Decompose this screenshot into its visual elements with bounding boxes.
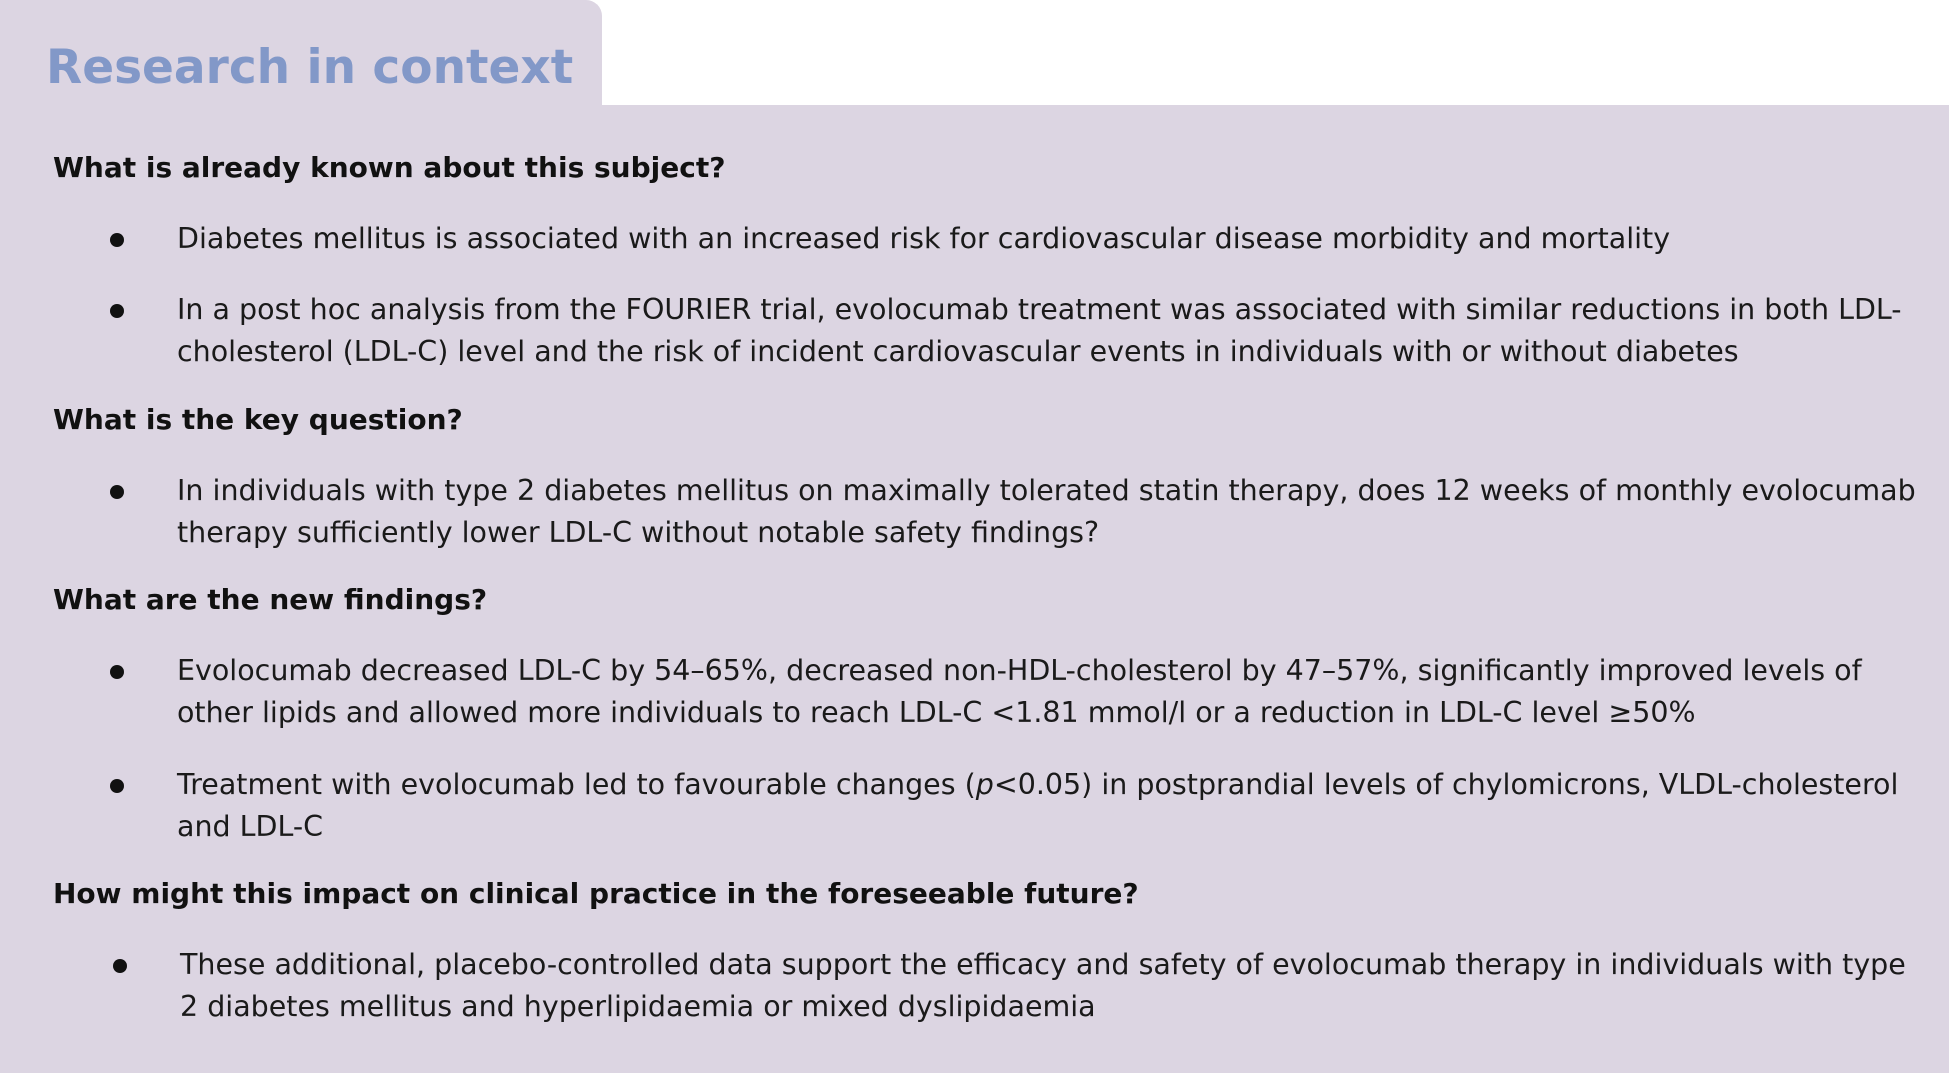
bullet-dot-icon bbox=[110, 665, 124, 679]
bullet-dot-icon bbox=[110, 233, 124, 247]
section-heading: What is the key question? bbox=[53, 403, 463, 436]
bullet-dot-icon bbox=[110, 304, 124, 318]
section-heading: What are the new findings? bbox=[53, 583, 488, 616]
section-heading: How might this impact on clinical practice in the foreseeable future? bbox=[53, 877, 1139, 910]
bullet-text: Diabetes mellitus is associated with an increased risk for cardiovascular disease morbidity and mortality bbox=[177, 222, 1671, 255]
box-title: Research in context bbox=[46, 40, 574, 95]
section-heading: What is already known about this subject? bbox=[53, 151, 726, 184]
bullet-text-part: <0.05) in postprandial levels of chylomicrons, VLDL-cholesterol and LDL-C bbox=[177, 768, 1899, 843]
bullet-text-part: Treatment with evolocumab led to favourable changes ( bbox=[177, 768, 976, 801]
bullet-dot-icon bbox=[110, 485, 124, 499]
bullet-text: In individuals with type 2 diabetes mellitus on maximally tolerated statin therapy, does 12 weeks of monthly evolocumab therapy sufficiently lower LDL-C without notable safety findings? bbox=[177, 474, 1916, 549]
bullet-text: Evolocumab decreased LDL-C by 54–65%, decreased non-HDL-cholesterol by 47–57%, significantly improved levels of other lipids and allowed more individuals to reach LDL-C <1.81 mmol/l or a reduction in LDL-C level ≥50% bbox=[177, 654, 1862, 729]
bullet-text: These additional, placebo-controlled data support the efficacy and safety of evolocumab therapy in individuals with type 2 diabetes mellitus and hyperlipidaemia or mixed dyslipidaemia bbox=[180, 948, 1906, 1023]
bullet-dot-icon bbox=[110, 779, 124, 793]
bullet-text: In a post hoc analysis from the FOURIER trial, evolocumab treatment was associated with similar reductions in both LDL-cholesterol (LDL-C) level and the risk of incident cardiovascular events in individuals with or without diabetes bbox=[177, 293, 1902, 368]
p-value-symbol: p bbox=[975, 768, 994, 801]
bullet-dot-icon bbox=[113, 959, 127, 973]
bullet-text bbox=[177, 764, 1917, 848]
